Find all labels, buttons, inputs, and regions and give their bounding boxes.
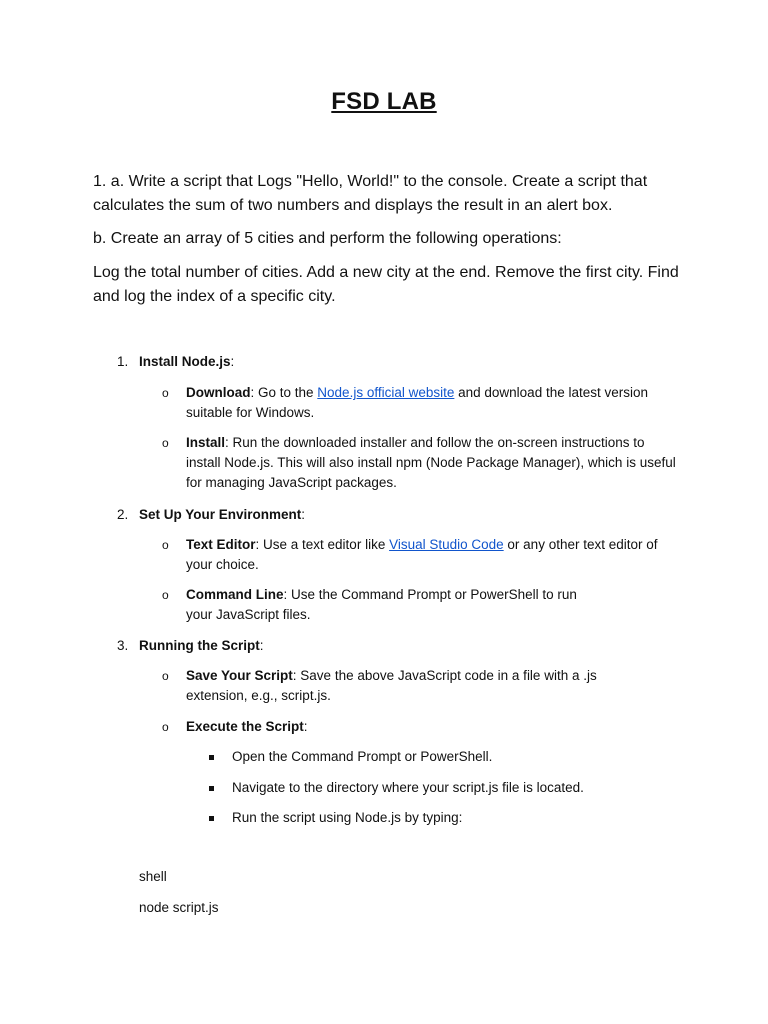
- square-bullet-icon: [209, 816, 214, 821]
- sub-item-text: : Use the Command Prompt or PowerShell to run your JavaScript files.: [186, 587, 577, 622]
- page-title: FSD LAB: [331, 88, 437, 115]
- sub-item-text: or any other text editor of your choice.: [186, 537, 658, 572]
- step-heading-colon: :: [259, 638, 264, 653]
- sub-item-save-script: [186, 666, 626, 706]
- code-command: node script.js: [139, 900, 219, 915]
- step-heading-label: Install Node.js: [139, 354, 231, 369]
- step-number: 3.: [117, 638, 129, 653]
- sub-item-text: : Use a text editor like: [255, 537, 390, 552]
- sub-item-text: : Run the downloaded installer and follow the on-screen instructions to install Node.js. This will also install npm (Node Package Manager), which is useful for managing JavaScript packages.: [186, 435, 676, 490]
- square-bullet-icon: [209, 786, 214, 791]
- sub-item-text: :: [303, 719, 308, 734]
- question-operations: [93, 261, 693, 309]
- question-part-a: [93, 170, 693, 218]
- sub-item-command-line: [186, 585, 606, 625]
- sub-item-text: : Go to the: [250, 385, 318, 400]
- question-operations-text: Log the total number of cities. Add a new city at the end. Remove the first city. Find and log the index of a specific city.: [93, 264, 679, 305]
- nodejs-website-link[interactable]: Node.js official website: [317, 385, 455, 400]
- step-number: 2.: [117, 507, 129, 522]
- question-part-b-text: b. Create an array of 5 cities and perform the following operations:: [93, 230, 562, 247]
- sub-item-execute-script: [186, 717, 678, 737]
- sub-item-download: [186, 383, 678, 423]
- sub-bullet-marker: o: [162, 538, 169, 552]
- sub-item-install: [186, 433, 678, 493]
- vscode-link[interactable]: Visual Studio Code: [389, 537, 504, 552]
- code-language-label: shell: [139, 869, 167, 884]
- question-part-a-text: 1. a. Write a script that Logs "Hello, World!" to the console. Create a script that calculates the sum of two numbers and displays the result in an alert box.: [93, 173, 648, 214]
- sub-item-label: Text Editor: [186, 537, 256, 552]
- sub-item-text: : Save the above JavaScript code in a file with a .js extension, e.g., script.js.: [186, 668, 597, 703]
- step-heading-label: Running the Script: [139, 638, 260, 653]
- sub-item-text-editor: [186, 535, 678, 575]
- sub-bullet-marker: o: [162, 436, 169, 450]
- step-heading: [139, 352, 679, 372]
- step-heading-colon: :: [230, 354, 235, 369]
- sub-item-label: Execute the Script: [186, 719, 304, 734]
- sub-item-label: Install: [186, 435, 226, 450]
- step-heading: [139, 505, 679, 525]
- step-heading-colon: :: [301, 507, 306, 522]
- sub-item-label: Download: [186, 385, 251, 400]
- step-heading-label: Set Up Your Environment: [139, 507, 302, 522]
- sub-bullet-marker: o: [162, 720, 169, 734]
- execute-step-item: Run the script using Node.js by typing:: [232, 810, 463, 825]
- sub-item-label: Save Your Script: [186, 668, 293, 683]
- step-heading: [139, 636, 679, 656]
- square-bullet-icon: [209, 755, 214, 760]
- step-number: 1.: [117, 354, 129, 369]
- execute-step-item: Open the Command Prompt or PowerShell.: [232, 749, 493, 764]
- sub-bullet-marker: o: [162, 588, 169, 602]
- sub-item-label: Command Line: [186, 587, 284, 602]
- question-part-b: [93, 227, 693, 251]
- sub-item-text: and download the latest version suitable for Windows.: [186, 385, 649, 420]
- sub-bullet-marker: o: [162, 669, 169, 683]
- execute-step-item: Navigate to the directory where your script.js file is located.: [232, 780, 584, 795]
- sub-bullet-marker: o: [162, 386, 169, 400]
